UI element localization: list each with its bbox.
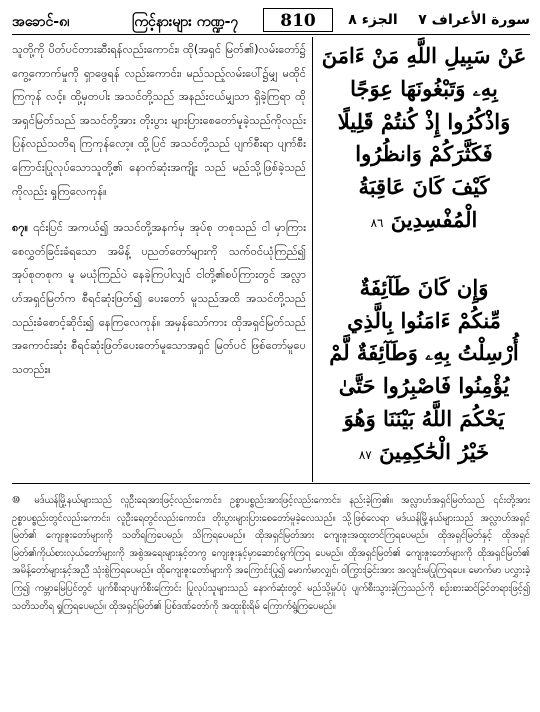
arabic-line: يُؤْمِنُوا فَاصْبِرُوا حَتَّىٰ: [338, 373, 510, 399]
page-header: [12, 8, 530, 34]
arabic-line: مِّنكُمْ ءَامَنُوا بِالَّذِي: [347, 307, 501, 333]
page-number: 810: [263, 8, 333, 32]
arabic-line: أُرْسِلْتُ بِهِۦ وَطَآئِفَةٌ لَّمْ: [329, 340, 519, 366]
arabic-line: بِهِۦ وَتَبْغُونَهَا عِوَجًا: [350, 75, 498, 101]
arabic-text: الْمُفْسِدِينَ: [390, 206, 478, 232]
verse-number: ၈၇။: [12, 221, 29, 235]
arabic-line: فَكَثَّرَكُمْ وَانظُرُوا: [355, 141, 493, 167]
arabic-line: وَاذْكُرُوا إِذْ كُنتُمْ قَلِيلًا: [337, 108, 511, 134]
header-left-label: အခောင်-၈၊: [12, 14, 70, 30]
column-divider: [312, 37, 313, 482]
footnote-text: ⑩ မဒ်ယန်မြို့နယ်များသည် လူဦးရေအားဖြင့်လည်းကောင်း၊ ဥစ္စာပစ္စည်းအားဖြင့်လည်းကောင်း၊ နည်းခဲ့ကြ၏။ အလ္လာဟ်အရှင်မြတ်သည် ၎င်းတို့အား ဥစ္စာပစ္စည်းတွင်လည်းကောင်း၊ လူဦးရေတွင်လည်းကောင်း၊ တိုးပွားများပြားစေတော်မူခဲ့လေသည်။ သို့ဖြစ်လေရာ မဒ်ယန်မြို့နယ်များသည် အလ္လာဟ်အရှင်မြတ်၏ ကျေးဇူးတော်များကို သတိရကြပေမည်၊ သိကြရပေမည်။ ထိုအရှင်မြတ်အား ကျေးဇူးအထူးတင်ကြရပေမည်။ ထိုအရှင်မြတ်နှင့် ထိုအရှင်မြတ်၏ကိုယ်စားလှယ်တော်များကို အစွဲအရေးများနှင့်တကွ ကျေးဇူးနှင့်မှာဆောင်ရွက်ကြရ ပေမည်။ ထိုအရှင်မြတ်၏ ကျေးဇူးတော်များကို ထိုအရှင်မြတ်၏ အမိန့်တော်များနှင့်အညီ သုံးစွဲကြရပေမည်။ ထိုကျေးဇူးတော်များကို အကြောင်းပြု၍ မောက်မာလျှင်၊ ဝါကြွားခြင်းအား အလျင်းမပြုကြရပေ။ မောက်မာ ပလွှားခဲ့ကြ၍ ကမ္ဘာမြေပြင်တွင် ပျက်စီးရာပျက်စီးကြောင်း ပြုလုပ်သူများသည် နောက်ဆုံးတွင် မည်သို့မှုပ်ပုံ ပျက်စီးသွားခဲ့ကြသည်ကို စဉ်းစားဆင်ခြင်တရားဖြင့်၍ သတိသတိရ ရှုကြရပေမည်။ ထိုအရှင်မြတ်၏ ပြစ်ဒဏ်တော်ကို အထူးစိုးရိမ် ကြောက်ရွံ့ကြပေမည်။: [12, 495, 530, 612]
ayah-number-marker: ٨٧: [358, 447, 372, 462]
surah-label: سورة الأعراف ٧: [418, 12, 530, 28]
arabic-line: [318, 204, 530, 240]
translation-paragraph: သူတို့ကို ပိတ်ပင်တားဆီးရန်လည်းကောင်း၊ ထို(အရှင် မြတ်၏)လမ်းတော်၌ ကွေ့ကောက်မှုကို ရှာဖွေရန် လည်းကောင်း၊ မည်သည့်လမ်းပေါ်၌မျှ မထိုင်ကြကုန် လင့်။ ထို့မှတပါး အသင်တို့သည် အနည်းငယ်မျှသာ ရှိခဲ့ကြရာ ထိုအရှင်မြတ်သည် အသင်တို့အား တိုးပွား များပြားစေတော်မူခဲ့သည်ကိုလည်း ပြန်လည်သတိရ ကြကုန်လော့။ ထို့ပြင် အသင်တို့သည် ပျက်စီးရာ ပျက်စီးကြောင်းပြုလုပ်သောသူတို့၏ နောက်ဆုံးအကျိုး သည် မည်သို့ဖြစ်ခဲ့သည်ကိုလည်း ရှုကြလေကုန်။: [12, 43, 306, 198]
translation-text: ၎င်းပြင် အကယ်၍ အသင်တို့အနက်မှ အုပ်စု တစုသည် ငါ မှာကြားစေလွှတ်ခြင်းခံရသော အမိန့် ပညတ်တော်များကို သက်ဝင်ယုံကြည်၍ အုပ်စုတစုက မူ မယုံကြည်ပဲ နေခဲ့ကြပါလျှင် ငါတို့၏စပ်ကြားတွင် အလ္လာဟ်အရှင်မြတ်က စီရင်ဆုံးဖြတ်၍ ပေးတော် မူသည်အထိ အသင်တို့သည် သည်းခံစောင့်ဆိုင်း၍ နေကြလေကုန်။ အမှန်သော်ကား ထိုအရှင်မြတ်သည် အကောင်းဆုံး စီရင်ဆုံးဖြတ်ပေးတော်မူသောအရှင် မြတ်ပင် ဖြစ်တော်မူပေသတည်း။: [12, 221, 307, 376]
header-divider: [12, 34, 530, 35]
arabic-line: عَنْ سَبِيلِ اللَّهِ مَنْ ءَامَنَ: [321, 43, 527, 68]
arabic-text: خَيْرُ الْحَٰكِمِينَ: [379, 438, 490, 464]
footnote-divider: [12, 483, 530, 484]
arabic-line: [318, 436, 530, 472]
translation-paragraph: [12, 216, 306, 381]
arabic-line: وَإِن كَانَ طَآئِفَةٌ: [359, 274, 489, 300]
ayah-number-marker: ٨٦: [370, 215, 384, 230]
arabic-line: كَيْفَ كَانَ عَاقِبَةُ: [358, 174, 490, 200]
footnote-section: [12, 492, 530, 615]
header-title: ကြင့်နားများ ကဏ္ဍ-၇: [132, 14, 239, 30]
arabic-column: [318, 40, 530, 472]
arabic-line: يَحْكُمَ اللَّهُ بَيْنَنَا وَهُوَ: [343, 405, 505, 431]
translation-column: [12, 38, 306, 381]
juz-label: الجزء ٨: [348, 12, 398, 28]
